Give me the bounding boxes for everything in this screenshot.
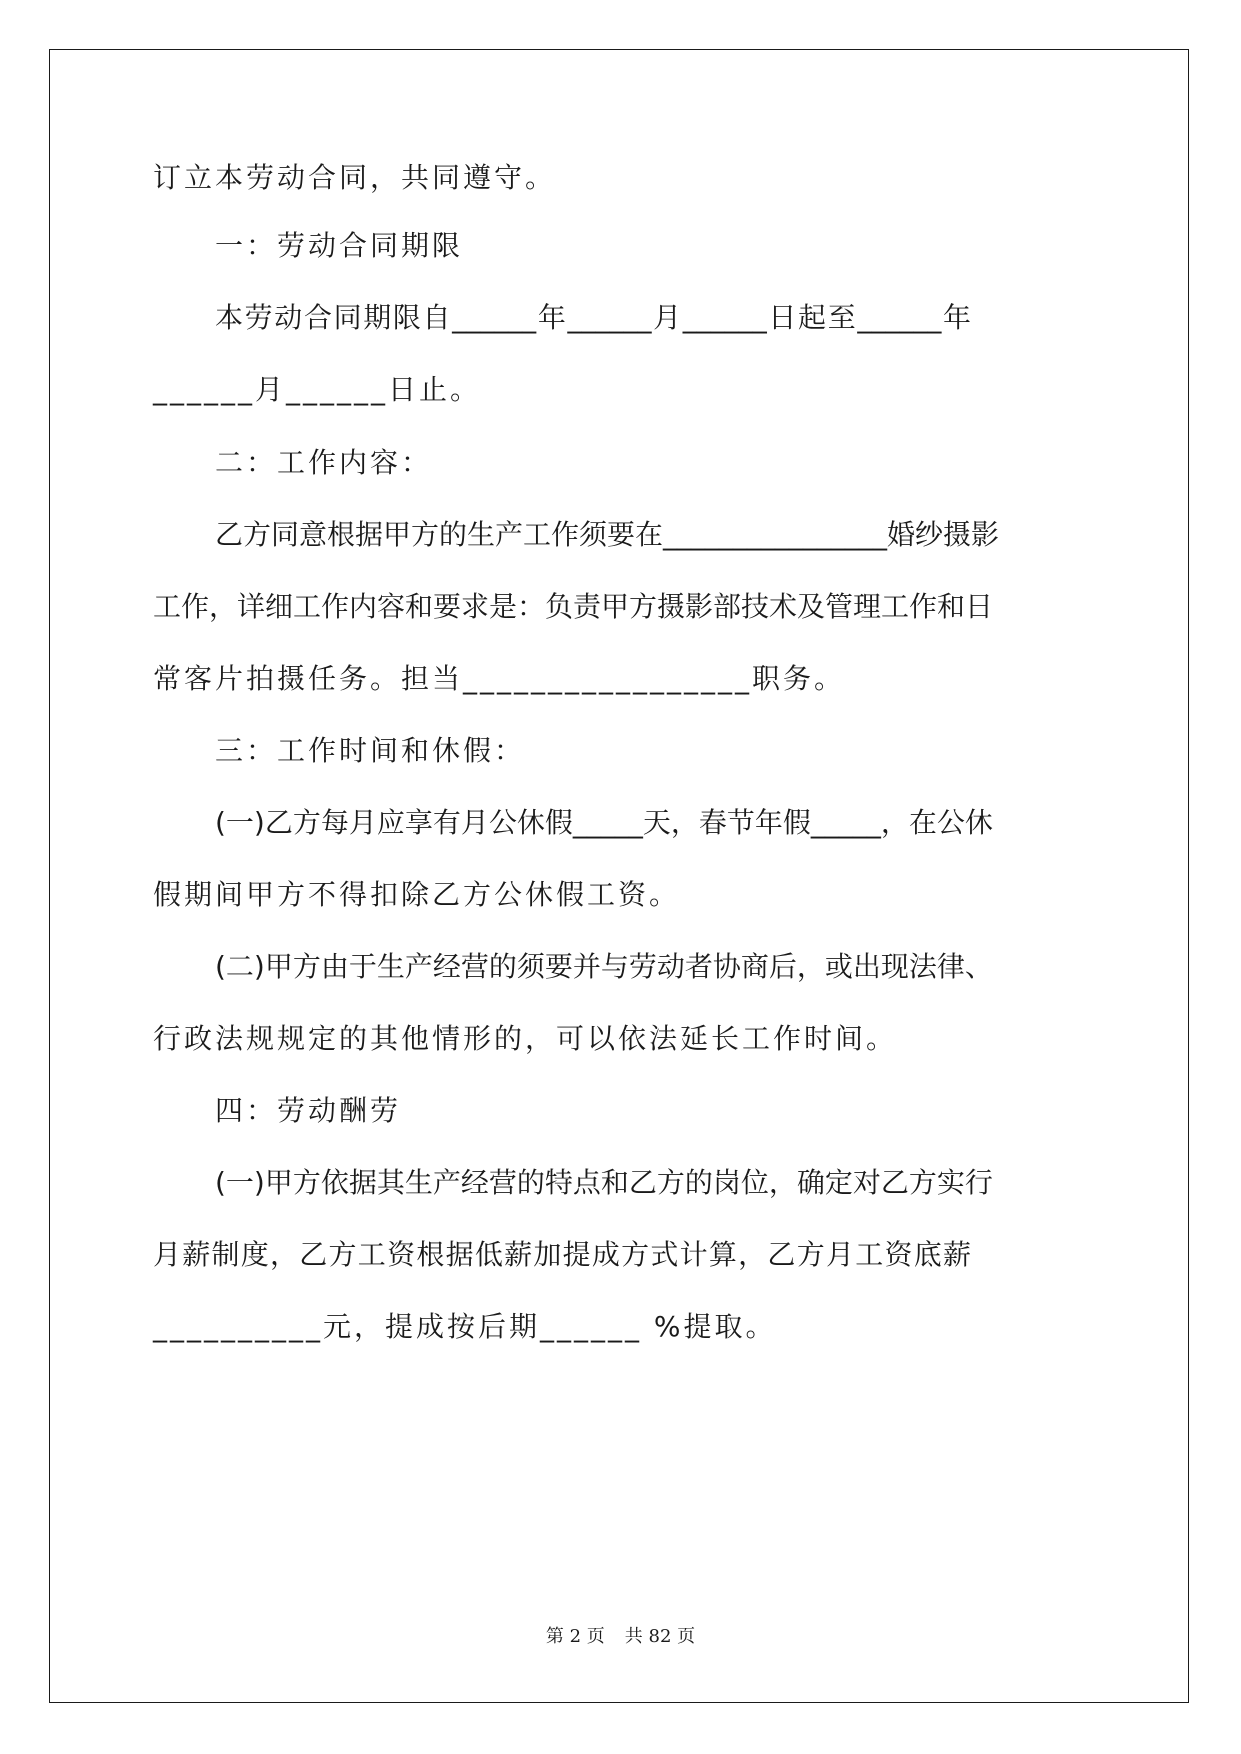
section-heading: 四：劳动酬劳 bbox=[215, 1094, 402, 1127]
text-line: 工作，详细工作内容和要求是：负责甲方摄影部技术及管理工作和日 bbox=[153, 590, 994, 623]
section-heading: 三：工作时间和休假： bbox=[215, 734, 526, 767]
page-total: 共 82 页 bbox=[624, 1626, 696, 1647]
text-line: 常客片拍摄任务。担当_________________职务。 bbox=[153, 662, 846, 695]
text-line: 月薪制度，乙方工资根据低薪加提成方式计算，乙方月工资底薪 bbox=[153, 1238, 971, 1271]
text-line: 行政法规规定的其他情形的，可以依法延长工作时间。 bbox=[153, 1022, 898, 1055]
section-heading: 二：工作内容： bbox=[215, 446, 433, 479]
page-footer bbox=[0, 1625, 1241, 1649]
text-line: (二)甲方由于生产经营的须要并与劳动者协商后，或出现法律、 bbox=[215, 950, 993, 983]
text-line: ______月______日止。 bbox=[153, 373, 482, 406]
text-line: (一)乙方每月应享有月公休假_____天，春节年假_____，在公休 bbox=[215, 806, 993, 839]
text-line: __________元，提成按后期______ %提取。 bbox=[153, 1310, 777, 1343]
text-line: (一)甲方依据其生产经营的特点和乙方的岗位，确定对乙方实行 bbox=[215, 1166, 993, 1199]
page-number: 第 2 页 bbox=[545, 1626, 605, 1647]
section-heading: 一：劳动合同期限 bbox=[215, 229, 464, 262]
text-line: 订立本劳动合同，共同遵守。 bbox=[153, 161, 557, 194]
text-line: 乙方同意根据甲方的生产工作须要在________________婚纱摄影 bbox=[215, 518, 1000, 551]
text-line: 假期间甲方不得扣除乙方公休假工资。 bbox=[153, 878, 681, 911]
text-line: 本劳动合同期限自______年______月______日起至______年 bbox=[215, 301, 971, 334]
